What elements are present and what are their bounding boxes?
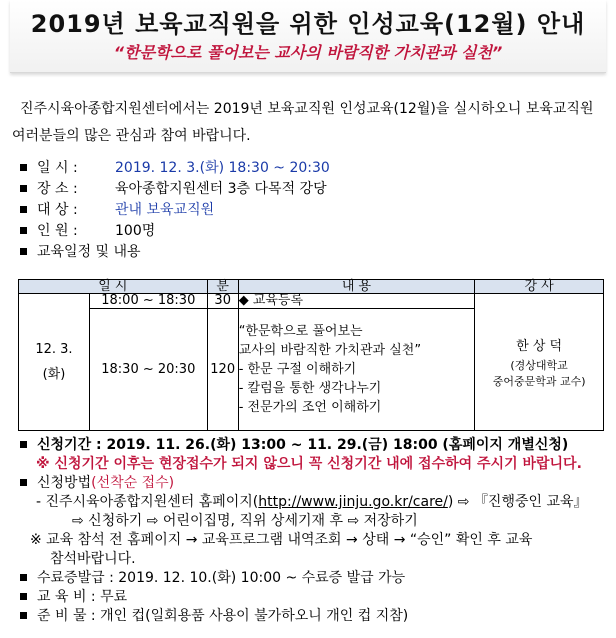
col-header-datetime: 일 시	[19, 280, 208, 294]
col-header-instructor: 강 사	[475, 280, 604, 294]
schedule-table	[18, 279, 604, 431]
tuition-fee: 교 육 비 : 무료	[20, 588, 610, 607]
info-schedule-heading: 교육일정 및 내용	[20, 242, 330, 263]
bullet-square-icon	[20, 479, 27, 486]
apply-method-line-1: - 진주시육아종합지원센터 홈페이지(http://www.jinju.go.kr/care/) ⇨ 『진행중인 교육』	[36, 494, 588, 510]
bullet-square-icon	[20, 441, 27, 448]
table-row	[19, 294, 604, 309]
header-banner	[10, 0, 606, 73]
intro-line-2: 여러분들의 많은 관심과 참여 바랍니다.	[12, 128, 251, 144]
bullet-square-icon	[20, 227, 27, 234]
apply-method-line-2: ⇨ 신청하기 ⇨ 어린이집명, 직위 상세기재 후 ⇨ 저장하기	[72, 513, 418, 529]
schedule-minutes: 30	[207, 294, 238, 309]
apply-period-note: ※ 신청기간 이후는 현장접수가 되지 않으니 꼭 신청기간 내에 접수하여 주시기 바랍니다.	[36, 456, 582, 472]
schedule-content: “한문학으로 풀어보는 교사의 바람직한 가치관과 실천” - 한문 구절 이해하기 - 칼럼을 통한 생각나누기 - 전문가의 조언 이해하기	[238, 309, 475, 431]
certificate-issue: 수료증발급 : 2019. 12. 10.(화) 10:00 ~ 수료증 발급 가능	[20, 569, 610, 588]
intro-paragraph	[12, 96, 608, 150]
schedule-minutes: 120	[207, 309, 238, 431]
page-title: 2019년 보육교직원을 위한 인성교육(12월) 안내	[30, 10, 586, 38]
bullet-square-icon	[20, 593, 27, 600]
col-header-minutes: 분	[207, 280, 238, 294]
bullet-square-icon	[20, 164, 27, 171]
bullet-square-icon	[20, 185, 27, 192]
schedule-date-cell: 12. 3. (화)	[19, 294, 90, 431]
intro-line-1: 진주시육아종합지원센터에서는 2019년 보육교직원 인성교육(12월)을 실시하오니 보육교직원	[20, 101, 594, 117]
supplies: 준 비 물 : 개인 컵(일회용품 사용이 불가하오니 개인 컵 지참)	[20, 607, 610, 626]
page-subtitle: “한문학으로 풀어보는 교사의 바람직한 가치관과 실천”	[113, 43, 503, 62]
schedule-time: 18:30 ~ 20:30	[89, 309, 207, 431]
schedule-time: 18:00 ~ 18:30	[89, 294, 207, 309]
bullet-square-icon	[20, 612, 27, 619]
confirm-note-line-2: 참석바랍니다.	[50, 551, 136, 567]
info-capacity: 인 원 : 100명	[20, 221, 330, 242]
bullet-square-icon	[20, 574, 27, 581]
application-section	[20, 436, 610, 626]
info-target: 대 상 : 관내 보육교직원	[20, 200, 330, 221]
bullet-square-icon	[20, 206, 27, 213]
homepage-link[interactable]: http://www.jinju.go.kr/care/	[258, 494, 448, 510]
info-date: 일 시 : 2019. 12. 3.(화) 18:30 ~ 20:30	[20, 158, 330, 179]
schedule-header-row	[19, 280, 604, 294]
schedule-content: ◆ 교육등록	[238, 294, 475, 309]
info-list	[20, 158, 330, 263]
apply-method: 신청방법(선착순 접수)	[20, 474, 610, 493]
schedule-instructor-cell: 한 상 덕 (경상대학교 중어중문학과 교수)	[475, 294, 604, 431]
info-place: 장 소 : 육아종합지원센터 3층 다목적 강당	[20, 179, 330, 200]
col-header-content: 내 용	[238, 280, 475, 294]
bullet-square-icon	[20, 248, 27, 255]
apply-period: 신청기간 : 2019. 11. 26.(화) 13:00 ~ 11. 29.(금) 18:00 (홈페이지 개별신청)	[20, 436, 610, 455]
confirm-note-line-1: ※ 교육 참석 전 홈페이지 → 교육프로그램 내역조회 → 상태 → “승인” 확인 후 교육	[30, 532, 533, 548]
